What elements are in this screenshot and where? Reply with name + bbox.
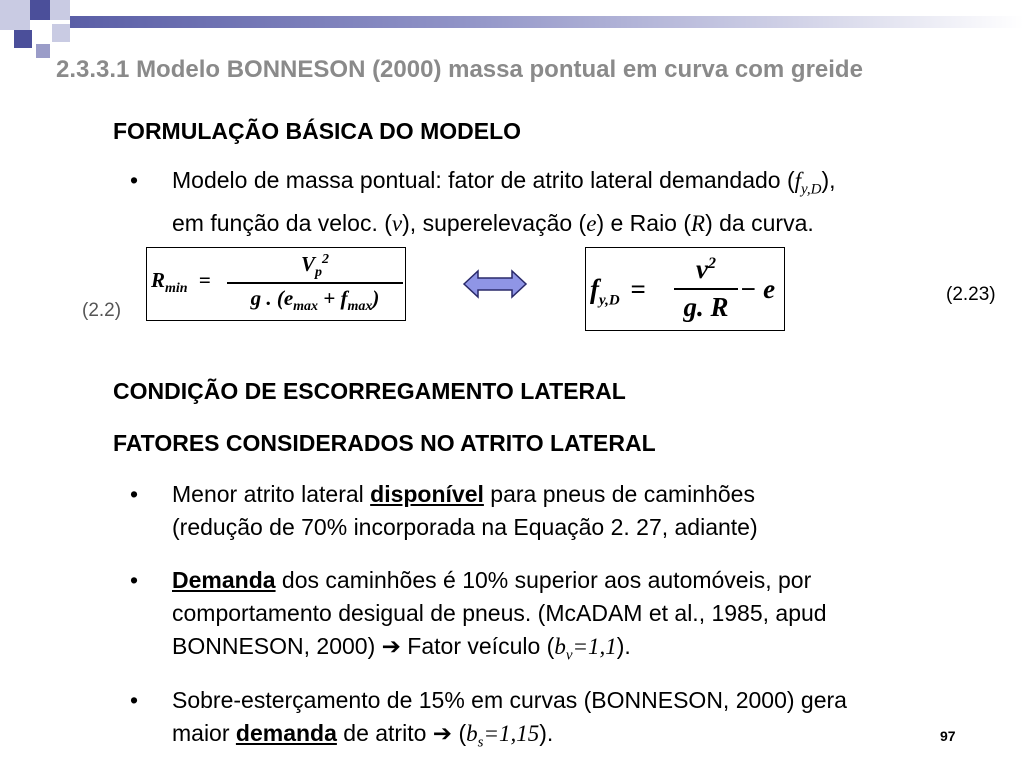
eq-denominator: g. R [683,292,729,322]
var-f-sub: y,D [801,181,822,198]
text-span: Sobre-esterçamento de 15% em curvas (BONNESON, 2000) gera [172,687,847,713]
equation-label-2-23: (2.23) [946,284,996,305]
eq-lhs: R [151,268,166,292]
emphasis-demanda: Demanda [172,567,276,593]
text-span: de atrito [336,720,433,746]
heading-basic-formulation: FORMULAÇÃO BÁSICA DO MODELO [113,118,522,144]
eq-numerator [227,252,403,284]
eq-num-sub: p [315,265,322,281]
eq-lhs-sub: min [165,281,188,297]
text-span: ) da curva. [705,209,814,236]
bullet-text [172,478,1022,544]
var-b: b [554,634,566,659]
decor-square [52,24,70,42]
text-span: ), [821,167,836,193]
bullet-marker: • [130,687,139,713]
var-b: b [466,721,478,746]
right-arrow-icon: ➔ [432,720,453,746]
text-span: comportamento desigual de pneus. (McADAM et al., 1985, apud [172,600,827,626]
eq-den-b-sub: max [347,299,373,315]
text-span: ( [452,720,467,746]
var-e: e [586,210,597,236]
text-span: BONNESON, 2000) [172,633,382,659]
eq-num-sup: 2 [707,255,716,272]
decor-square [30,0,50,20]
emphasis-disponivel: disponível [370,481,484,507]
eq-lhs-sub: y,D [599,292,620,309]
eq-num: V [300,252,315,276]
eq-den-a-sub: max [293,299,319,315]
var-value: =1,1 [572,634,617,659]
bullet-marker: • [130,167,139,193]
text-span: Modelo de massa pontual: fator de atrito lateral demandado ( [172,167,795,193]
bullet-point-model [130,164,1010,234]
text-span: Menor atrito lateral [172,481,371,507]
text-span: maior [172,720,236,746]
bullet-point-demand [130,564,1010,668]
decor-square [36,44,50,58]
header-gradient-bar [70,16,1024,28]
eq-num-sup: 2 [322,252,329,267]
decor-square [0,0,30,30]
text-span: em função da veloc. ( [172,209,392,236]
eq-den-plus: + f [318,286,348,310]
bullet-point-oversteer [130,684,1010,754]
page-number: 97 [940,728,956,744]
eq-den-close: ) [372,286,380,310]
equation-box-rmin [146,247,406,321]
eq-equals: = [198,268,211,292]
var-b-sub: s [477,734,484,751]
eq-minus-e: − e [740,274,776,304]
eq-lhs: f [590,274,599,304]
double-arrow-icon [462,268,528,300]
heading-lateral-slip: CONDIÇÃO DE ESCORREGAMENTO LATERAL [113,378,626,404]
text-span: para pneus de caminhões [483,481,755,507]
bullet-text [172,164,1022,240]
var-r: R [691,210,706,236]
text-span: dos caminhões é 10% superior aos automóveis, por [275,567,812,593]
bullet-marker: • [130,567,139,593]
bullet-point-available-friction [130,478,1010,548]
text-span: (redução de 70% incorporada na Equação 2. 27, adiante) [172,514,758,540]
var-b-sub: v [565,647,573,664]
eq-equals: = [630,274,646,304]
heading-friction-factors: FATORES CONSIDERADOS NO ATRITO LATERAL [113,430,656,456]
equation-box-fyd [585,247,785,331]
eq-num: v [696,254,708,284]
equation-rmin [151,268,217,297]
text-span: ). [616,633,631,659]
var-f: f [794,168,802,193]
bullet-text [172,564,1022,673]
text-span: ), superelevação ( [402,209,587,236]
var-value: =1,15 [483,721,540,746]
text-span: ) e Raio ( [596,209,692,236]
emphasis-demanda: demanda [235,720,337,746]
text-span: Fator veículo ( [400,633,555,659]
slide-title: 2.3.3.1 Modelo BONNESON (2000) massa pontual em curva com greide [56,56,863,83]
equation-fyd [590,274,650,309]
var-v: v [391,210,403,236]
bullet-marker: • [130,481,139,507]
decor-square [14,30,32,48]
eq-numerator [674,254,738,290]
decor-square [50,0,70,20]
equation-label-2-2: (2.2) [82,300,122,321]
text-span: ). [539,720,554,746]
eq-denominator [227,286,403,315]
eq-den-a: g . (e [250,286,294,310]
right-arrow-icon: ➔ [381,633,401,659]
bullet-text [172,684,1022,760]
